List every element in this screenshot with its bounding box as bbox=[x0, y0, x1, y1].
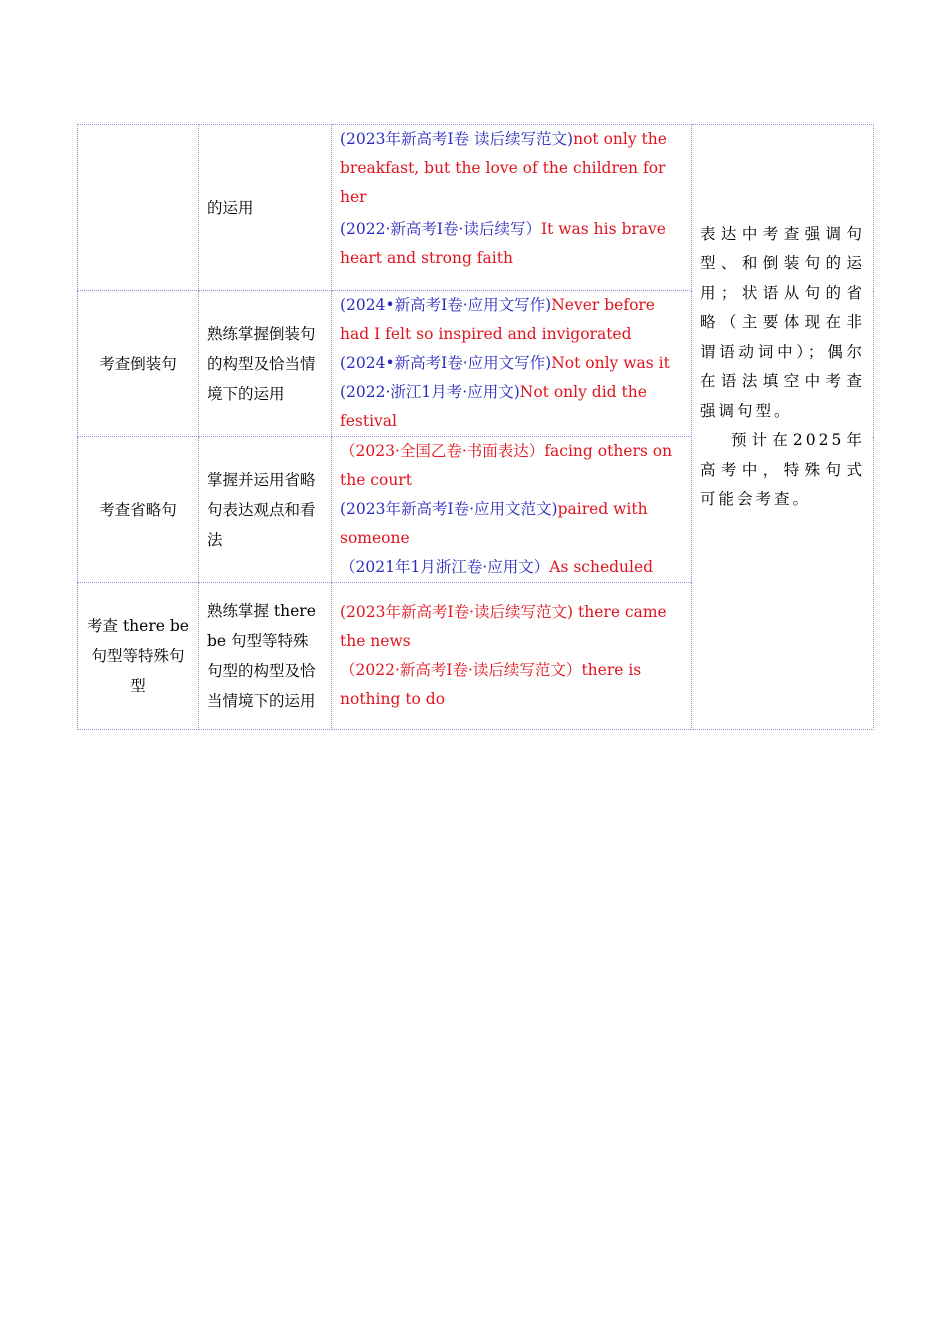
example-item bbox=[340, 349, 683, 378]
category-cell: 考查省略句 bbox=[78, 437, 199, 583]
example-item bbox=[340, 378, 683, 436]
example-source: (2024•新高考Ⅰ卷·应用文写作) bbox=[340, 296, 552, 314]
example-text: paired with someone bbox=[340, 500, 648, 547]
summary-paragraph: 预计在2025年高考中，特殊句式可能会考查。 bbox=[700, 431, 865, 508]
example-item bbox=[340, 291, 683, 349]
example-item bbox=[340, 495, 683, 553]
example-source: (2023年新高考Ⅰ卷·应用文范文) bbox=[340, 500, 558, 518]
example-source: （2023·全国乙卷·书面表达） bbox=[340, 442, 545, 460]
summary-cell bbox=[692, 125, 874, 730]
example-text: It was his brave heart and strong faith bbox=[340, 220, 666, 267]
example-source: (2022·新高考I卷·读后续写） bbox=[340, 220, 541, 238]
examples-cell bbox=[332, 437, 692, 583]
category-cell bbox=[78, 125, 199, 291]
example-source: (2023年新高考Ⅰ卷 读后续写范文) bbox=[340, 130, 574, 148]
table-row bbox=[78, 125, 874, 291]
example-item bbox=[340, 553, 683, 582]
examples-cell bbox=[332, 291, 692, 437]
category-cell: 考查倒装句 bbox=[78, 291, 199, 437]
objective-cell: 掌握并运用省略句表达观点和看法 bbox=[199, 437, 332, 583]
example-text: Not only did the festival bbox=[340, 383, 647, 430]
example-text: not only the breakfast, but the love of the children for her bbox=[340, 130, 667, 206]
example-item bbox=[340, 125, 683, 212]
example-text: there came the news bbox=[340, 603, 667, 650]
example-text: Never before had I felt so inspired and invigorated bbox=[340, 296, 655, 343]
exam-analysis-table bbox=[77, 124, 874, 730]
summary-paragraph: 表达中考查强调句型、和倒装句的运用；状语从句的省略（主要体现在非谓语动词中）；偶尔在语法填空中考查强调句型。 bbox=[700, 224, 865, 420]
example-item bbox=[340, 598, 683, 656]
example-source: (2024•新高考Ⅰ卷·应用文写作) bbox=[340, 354, 552, 372]
examples-cell bbox=[332, 125, 692, 291]
example-text: there is nothing to do bbox=[340, 661, 642, 708]
example-text: Not only was it bbox=[551, 354, 670, 372]
example-source: (2023年新高考Ⅰ卷·读后续写范文) bbox=[340, 603, 574, 621]
example-text: As scheduled bbox=[549, 558, 654, 576]
example-item bbox=[340, 656, 683, 714]
example-item bbox=[340, 437, 683, 495]
category-cell: 考查 there be 句型等特殊句型 bbox=[78, 583, 199, 730]
example-source: （2021年1月浙江卷·应用文） bbox=[340, 558, 550, 576]
example-source: (2022·浙江1月考·应用文) bbox=[340, 383, 520, 401]
example-source: （2022·新高考Ⅰ卷·读后续写范文） bbox=[340, 661, 582, 679]
objective-cell: 的运用 bbox=[199, 125, 332, 291]
example-text: facing others on the court bbox=[340, 442, 673, 489]
objective-cell: 熟练掌握倒装句的构型及恰当情境下的运用 bbox=[199, 291, 332, 437]
objective-cell: 熟练掌握 there be 句型等特殊句型的构型及恰当情境下的运用 bbox=[199, 583, 332, 730]
example-item bbox=[340, 215, 683, 273]
examples-cell bbox=[332, 583, 692, 730]
